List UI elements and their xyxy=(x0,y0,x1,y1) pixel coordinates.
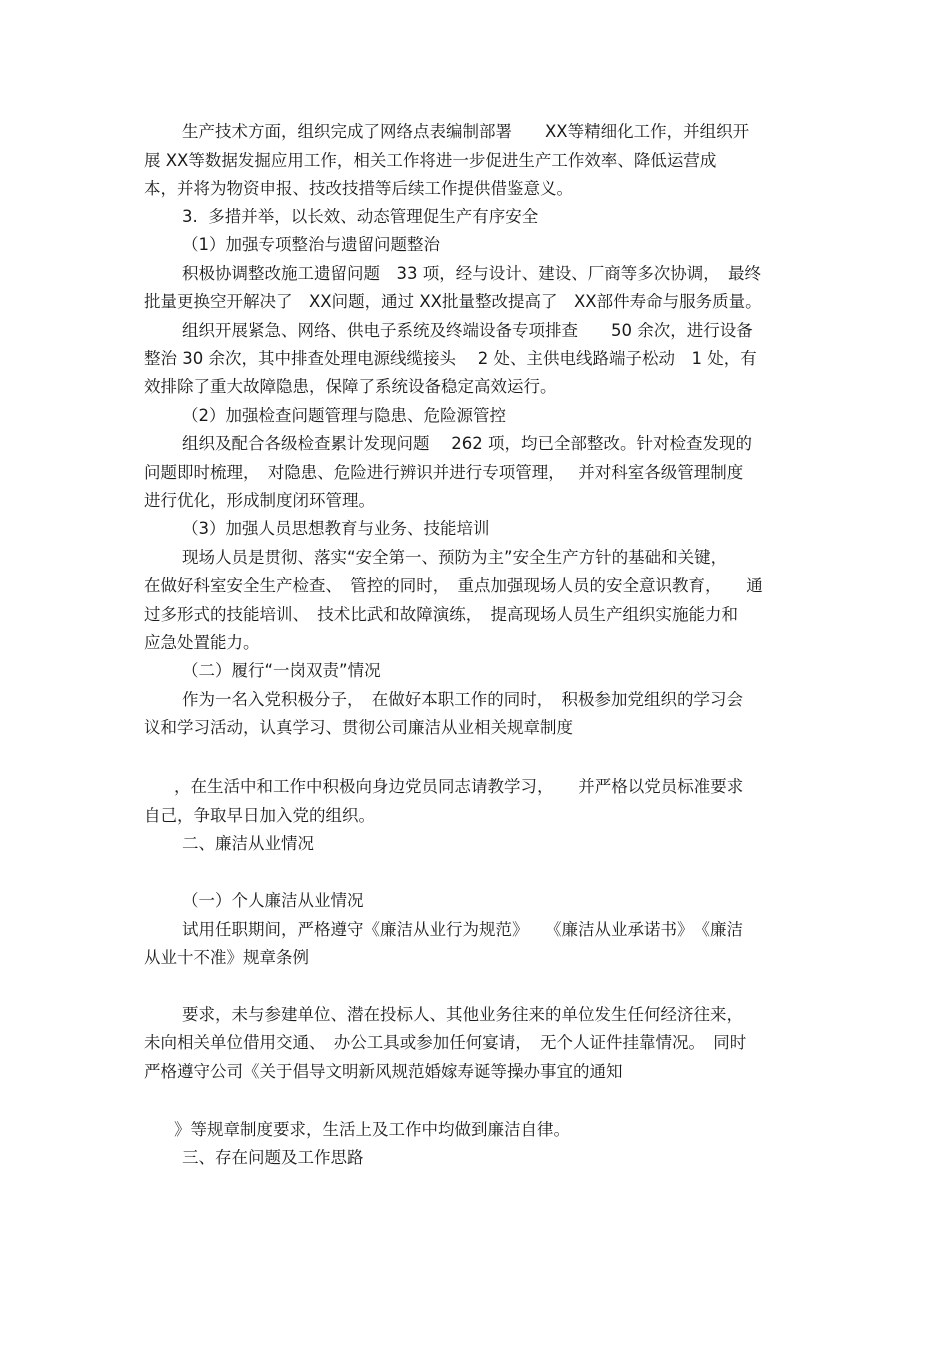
subsection-heading: （2）加强检查问题管理与隐患、危险源管控 xyxy=(182,406,506,425)
subsection-heading: （1）加强专项整治与遗留问题整治 xyxy=(182,235,440,254)
body-text-line: 整治 30 余次，其中排查处理电源线缆接头 2 处、主供电线路端子松动 1 处，有 xyxy=(144,349,757,368)
body-text-line: 未向相关单位借用交通、 办公工具或参加任何宴请， 无个人证件挂靠情况。 同时 xyxy=(144,1033,747,1052)
subsection-heading: （一）个人廉洁从业情况 xyxy=(182,891,364,910)
body-text-line: 批量更换空开解决了 XX问题，通过 XX批量整改提高了 XX部件寿命与服务质量。 xyxy=(144,292,762,311)
section-heading: 3. 多措并举，以长效、动态管理促生产有序安全 xyxy=(182,207,539,226)
body-text-line: 》等规章制度要求，生活上及工作中均做到廉洁自律。 xyxy=(174,1120,570,1139)
body-text-line: 效排除了重大故障隐患，保障了系统设备稳定高效运行。 xyxy=(144,377,557,396)
body-text-line: 本，并将为物资申报、技改技措等后续工作提供借鉴意义。 xyxy=(144,179,573,198)
body-text-line: 作为一名入党积极分子， 在做好本职工作的同时， 积极参加党组织的学习会 xyxy=(182,690,743,709)
body-text-line: 自己，争取早日加入党的组织。 xyxy=(144,806,375,825)
body-text-line: 问题即时梳理， 对隐患、危险进行辨识并进行专项管理， 并对科室各级管理制度 xyxy=(144,463,744,482)
body-text-line: 过多形式的技能培训、 技术比武和故障演练， 提高现场人员生产组织实施能力和 xyxy=(144,605,738,624)
body-text-line: 要求，未与参建单位、潜在投标人、其他业务往来的单位发生任何经济往来， xyxy=(182,1005,743,1024)
body-text-line: 组织及配合各级检查累计发现问题 262 项，均已全部整改。针对检查发现的 xyxy=(182,434,752,453)
section-heading: 二、廉洁从业情况 xyxy=(182,834,314,853)
body-text-line: 从业十不准》规章条例 xyxy=(144,948,309,967)
subsection-heading: （3）加强人员思想教育与业务、技能培训 xyxy=(182,519,490,538)
body-text-line: 严格遵守公司《关于倡导文明新风规范婚嫁寿诞等操办事宜的通知 xyxy=(144,1062,623,1081)
body-text-line: 在做好科室安全生产检查、 管控的同时， 重点加强现场人员的安全意识教育， 通 xyxy=(144,576,763,595)
body-text-line: ，在生活中和工作中积极向身边党员同志请教学习， 并严格以党员标准要求 xyxy=(174,777,744,796)
body-text-line: 进行优化，形成制度闭环管理。 xyxy=(144,491,375,510)
subsection-heading: （二）履行“一岗双责”情况 xyxy=(182,661,381,680)
body-text-line: 积极协调整改施工遗留问题 33 项，经与设计、建设、厂商等多次协调， 最终 xyxy=(182,264,761,283)
section-heading: 三、存在问题及工作思路 xyxy=(182,1148,364,1167)
body-text-line: 展 XX等数据发掘应用工作，相关工作将进一步促进生产工作效率、降低运营成 xyxy=(144,151,717,170)
body-text-line: 议和学习活动，认真学习、贯彻公司廉洁从业相关规章制度 xyxy=(144,718,573,737)
body-text-line: 试用任职期间，严格遵守《廉洁从业行为规范》 《廉洁从业承诺书》 《廉洁 xyxy=(182,920,743,939)
body-text-line: 应急处置能力。 xyxy=(144,633,260,652)
body-text-line: 现场人员是贯彻、落实“安全第一、预防为主”安全生产方针的基础和关键， xyxy=(182,548,728,567)
body-text-line: 生产技术方面，组织完成了网络点表编制部署 XX等精细化工作，并组织开 xyxy=(182,122,750,141)
body-text-line: 组织开展紧急、网络、供电子系统及终端设备专项排查 50 余次，进行设备 xyxy=(182,321,753,340)
